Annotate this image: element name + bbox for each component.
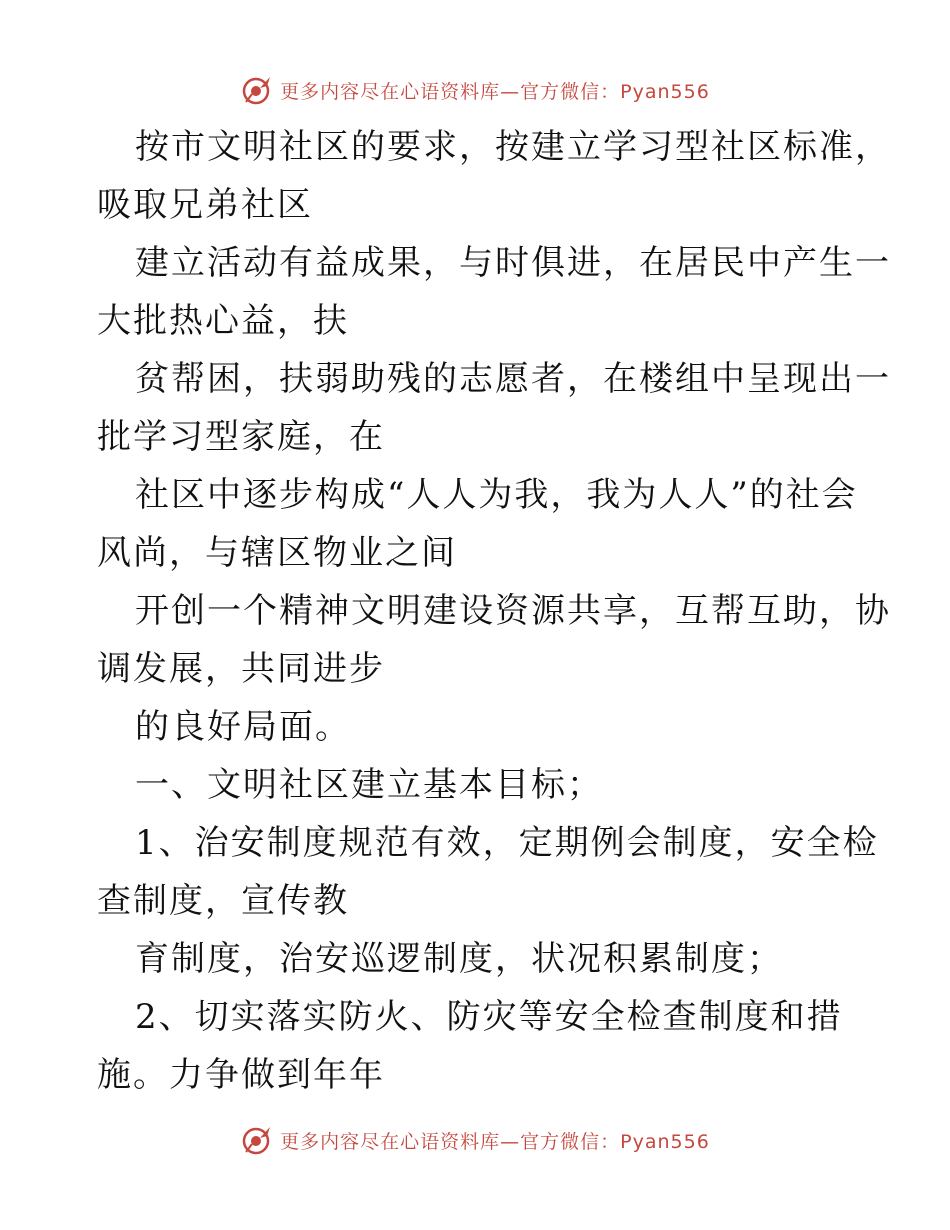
footer-watermark-banner (0, 1120, 950, 1160)
text-line: 批学习型家庭，在 (97, 417, 385, 457)
text-line: 按市文明社区的要求，按建立学习型社区标准， (135, 127, 891, 167)
text-line: 贫帮困，扶弱助残的志愿者，在楼组中呈现出一 (135, 359, 891, 399)
text-line: 育制度，治安巡逻制度，状况积累制度； (135, 939, 783, 979)
text-line: 大批热心益，扶 (97, 301, 349, 341)
text-line: 吸取兄弟社区 (97, 185, 313, 225)
quill-logo-icon (240, 74, 272, 106)
text-line: 调发展，共同进步 (97, 649, 385, 689)
text-line: 开创一个精神文明建设资源共享，互帮互助，协 (135, 591, 891, 631)
text-line: 1、治安制度规范有效，定期例会制度，安全检 (135, 823, 879, 863)
watermark-text: 更多内容尽在心语资料库—官方微信：Pyan556 (280, 1130, 710, 1153)
text-line: 的良好局面。 (135, 707, 351, 747)
text-line: 查制度，宣传教 (97, 881, 349, 921)
watermark-text: 更多内容尽在心语资料库—官方微信：Pyan556 (280, 80, 710, 103)
quill-logo-icon (240, 1124, 272, 1156)
text-line: 2、切实落实防火、防灾等安全检查制度和措 (135, 997, 843, 1037)
text-line: 社区中逐步构成“人人为我，我为人人”的社会 (135, 475, 858, 515)
header-watermark-banner (0, 70, 950, 110)
text-line: 施。力争做到年年 (97, 1055, 385, 1095)
text-line: 风尚，与辖区物业之间 (97, 533, 457, 573)
text-line: 一、文明社区建立基本目标； (135, 765, 603, 805)
text-line: 建立活动有益成果，与时俱进，在居民中产生一 (135, 243, 891, 283)
document-body (97, 118, 891, 1104)
